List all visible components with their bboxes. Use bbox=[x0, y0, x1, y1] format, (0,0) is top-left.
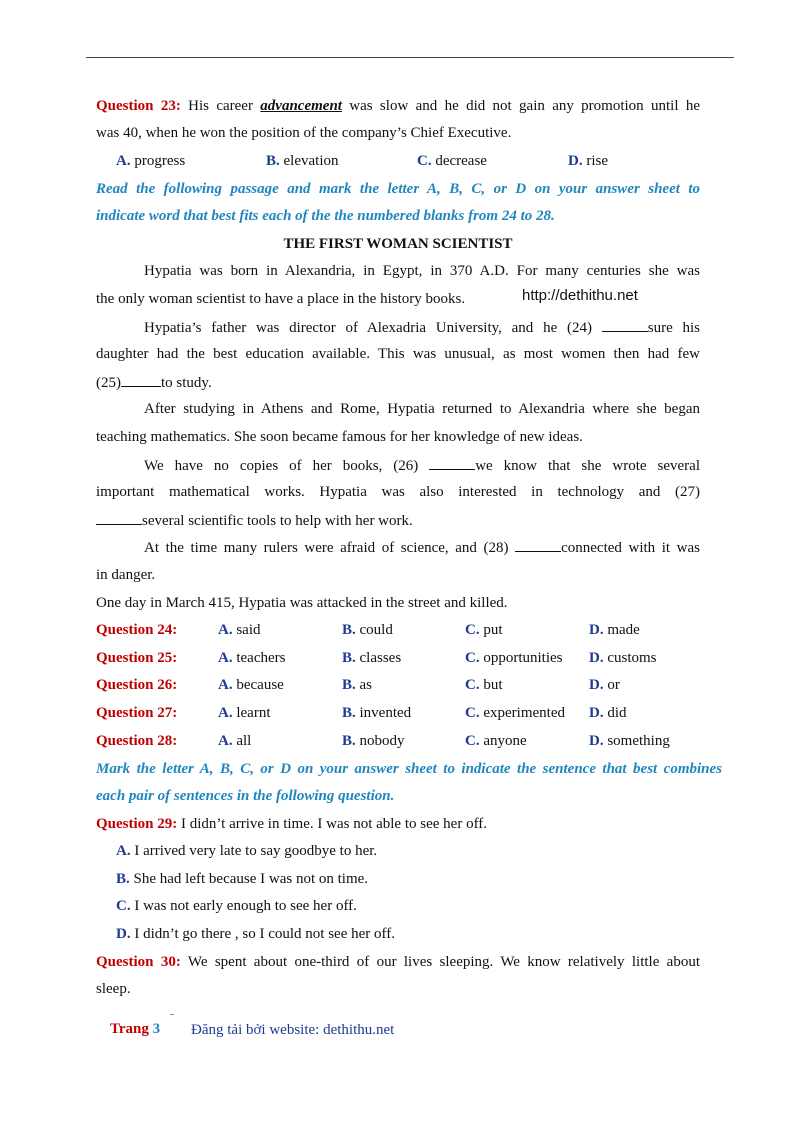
passage-text: several scientific tools to help with her work. bbox=[142, 513, 413, 529]
option-text: teachers bbox=[236, 650, 286, 666]
blank-28 bbox=[515, 537, 561, 552]
passage-p3-line1: After studying in Athens and Rome, Hypatia returned to Alexandria where she began bbox=[144, 401, 700, 417]
q28-option-d[interactable] bbox=[589, 731, 670, 751]
option-letter: A. bbox=[218, 622, 233, 638]
q26-option-d[interactable] bbox=[589, 675, 620, 695]
q23-option-c[interactable] bbox=[417, 151, 487, 171]
option-text: She had left because I was not on time. bbox=[133, 871, 369, 887]
blank-25 bbox=[121, 372, 161, 387]
passage-p2-line1 bbox=[96, 317, 700, 338]
option-text: said bbox=[236, 622, 261, 638]
passage-p1-line2: the only woman scientist to have a place in the history books. bbox=[96, 291, 466, 307]
option-text: customs bbox=[607, 650, 657, 666]
option-text: but bbox=[483, 677, 503, 693]
passage-p4-line2: important mathematical works. Hypatia was also interested in technology and (27) bbox=[96, 484, 700, 500]
watermark-url: http://dethithu.net bbox=[522, 287, 638, 304]
option-letter: C. bbox=[465, 677, 480, 693]
passage-text: (25) bbox=[96, 375, 121, 391]
option-letter: D. bbox=[589, 677, 604, 693]
option-text: decrease bbox=[435, 153, 487, 169]
question-28-label: Question 28: bbox=[96, 733, 178, 749]
option-letter: A. bbox=[116, 153, 131, 169]
q24-option-d[interactable] bbox=[589, 620, 640, 640]
option-text: rise bbox=[586, 153, 609, 169]
option-letter: D. bbox=[589, 733, 604, 749]
option-letter: C. bbox=[465, 705, 480, 721]
option-letter: A. bbox=[218, 705, 233, 721]
option-letter: D. bbox=[589, 622, 604, 638]
page-number-value: 3 bbox=[152, 1021, 161, 1037]
option-letter: B. bbox=[342, 733, 356, 749]
question-26-label: Question 26: bbox=[96, 677, 178, 693]
option-letter: B. bbox=[342, 622, 356, 638]
passage-p5-line1 bbox=[96, 537, 700, 558]
passage-p1-line1: Hypatia was born in Alexandria, in Egypt, in 370 A.D. For many centuries she was bbox=[144, 263, 700, 279]
q23-option-b[interactable] bbox=[266, 151, 339, 171]
blank-27 bbox=[96, 510, 142, 525]
question-23-line1 bbox=[96, 96, 700, 116]
q26-option-a[interactable] bbox=[218, 675, 284, 695]
question-29-label: Question 29: bbox=[96, 816, 178, 832]
option-text: as bbox=[359, 677, 373, 693]
q23-option-a[interactable] bbox=[116, 151, 185, 171]
option-text: made bbox=[607, 622, 640, 638]
question-23-label: Question 23: bbox=[96, 98, 181, 114]
q24-option-a[interactable] bbox=[218, 620, 261, 640]
q25-option-b[interactable] bbox=[342, 648, 401, 668]
option-text: could bbox=[359, 622, 393, 638]
q28-option-b[interactable] bbox=[342, 731, 405, 751]
instruction-2-line1: Mark the letter A, B, C, or D on your answer sheet to indicate the sentence that best combines bbox=[96, 761, 722, 777]
blank-26 bbox=[429, 455, 475, 470]
question-23-line2: was 40, when he won the position of the company’s Chief Executive. bbox=[96, 125, 512, 141]
option-text: I arrived very late to say goodbye to her. bbox=[134, 843, 378, 859]
question-30-text: We spent about one-third of our lives sleeping. We know relatively little about bbox=[187, 954, 700, 970]
q29-option-b[interactable] bbox=[116, 869, 368, 889]
passage-p2-line2: daughter had the best education available. This was unusual, as most women then had few bbox=[96, 346, 700, 362]
q26-option-b[interactable] bbox=[342, 675, 372, 695]
option-letter: C. bbox=[116, 898, 131, 914]
option-text: something bbox=[607, 733, 670, 749]
blank-24 bbox=[602, 317, 648, 332]
q27-option-a[interactable] bbox=[218, 703, 271, 723]
passage-p6-line1: One day in March 415, Hypatia was attacked in the street and killed. bbox=[96, 595, 508, 611]
question-24-label: Question 24: bbox=[96, 622, 178, 638]
q25-option-a[interactable] bbox=[218, 648, 285, 668]
option-letter: A. bbox=[218, 650, 233, 666]
q28-option-a[interactable] bbox=[218, 731, 251, 751]
q27-option-b[interactable] bbox=[342, 703, 411, 723]
option-letter: C. bbox=[465, 622, 480, 638]
page-number bbox=[110, 1021, 160, 1038]
underlined-word: advancement bbox=[260, 98, 342, 114]
q28-option-c[interactable] bbox=[465, 731, 527, 751]
option-letter: A. bbox=[218, 733, 233, 749]
instruction-1-line2: indicate word that best fits each of the the numbered blanks from 24 to 28. bbox=[96, 208, 555, 224]
footer-tick bbox=[170, 1014, 174, 1015]
option-text: classes bbox=[359, 650, 402, 666]
option-text: or bbox=[607, 677, 620, 693]
passage-text: to study. bbox=[161, 375, 212, 391]
option-letter: C. bbox=[465, 733, 480, 749]
option-text: I was not early enough to see her off. bbox=[134, 898, 357, 914]
page-word: Trang bbox=[110, 1021, 149, 1037]
option-letter: C. bbox=[465, 650, 480, 666]
question-30-label: Question 30: bbox=[96, 954, 181, 970]
option-letter: D. bbox=[589, 705, 604, 721]
option-text: I didn’t go there , so I could not see her off. bbox=[134, 926, 395, 942]
passage-p4-line1 bbox=[96, 455, 700, 476]
q27-option-d[interactable] bbox=[589, 703, 627, 723]
option-text: opportunities bbox=[483, 650, 563, 666]
option-letter: D. bbox=[116, 926, 131, 942]
q24-option-b[interactable] bbox=[342, 620, 393, 640]
passage-p4-line3 bbox=[96, 510, 700, 531]
q24-option-c[interactable] bbox=[465, 620, 503, 640]
question-30-line2: sleep. bbox=[96, 981, 131, 997]
q27-option-c[interactable] bbox=[465, 703, 565, 723]
option-text: anyone bbox=[483, 733, 527, 749]
option-letter: B. bbox=[342, 705, 356, 721]
passage-title: THE FIRST WOMAN SCIENTIST bbox=[283, 236, 513, 252]
q23-option-d[interactable] bbox=[568, 151, 608, 171]
option-letter: C. bbox=[417, 153, 432, 169]
option-text: learnt bbox=[236, 705, 271, 721]
question-29-stem bbox=[96, 814, 700, 834]
passage-text: connected with it was bbox=[561, 540, 701, 556]
option-letter: B. bbox=[116, 871, 130, 887]
option-letter: B. bbox=[342, 650, 356, 666]
question-30-stem bbox=[96, 952, 700, 972]
passage-text: we know that she wrote several bbox=[475, 458, 700, 474]
question-27-label: Question 27: bbox=[96, 705, 178, 721]
passage-p5-line2: in danger. bbox=[96, 567, 156, 583]
header-rule bbox=[86, 57, 734, 58]
passage-text: At the time many rulers were afraid of science, and (28) bbox=[144, 540, 509, 556]
q26-option-c[interactable] bbox=[465, 675, 503, 695]
option-letter: D. bbox=[589, 650, 604, 666]
passage-p3-line2: teaching mathematics. She soon became famous for her knowledge of new ideas. bbox=[96, 429, 583, 445]
option-letter: B. bbox=[342, 677, 356, 693]
q25-option-c[interactable] bbox=[465, 648, 563, 668]
option-letter: A. bbox=[116, 843, 131, 859]
footer-site-credit: Đăng tải bởi website: dethithu.net bbox=[191, 1022, 395, 1038]
option-text: progress bbox=[134, 153, 186, 169]
option-letter: D. bbox=[568, 153, 583, 169]
q29-option-c[interactable] bbox=[116, 896, 357, 916]
question-23-text-before: His career bbox=[188, 98, 261, 114]
option-letter: B. bbox=[266, 153, 280, 169]
q29-option-d[interactable] bbox=[116, 924, 395, 944]
passage-p2-line3 bbox=[96, 372, 700, 393]
passage-text: Hypatia’s father was director of Alexadria University, and he (24) bbox=[144, 320, 592, 336]
question-25-label: Question 25: bbox=[96, 650, 178, 666]
passage-text: sure his bbox=[647, 320, 701, 336]
q25-option-d[interactable] bbox=[589, 648, 657, 668]
option-text: put bbox=[483, 622, 503, 638]
option-text: did bbox=[607, 705, 627, 721]
question-29-text: I didn’t arrive in time. I was not able to see her off. bbox=[181, 816, 488, 832]
option-text: because bbox=[236, 677, 284, 693]
passage-text: We have no copies of her books, (26) bbox=[144, 458, 419, 474]
q29-option-a[interactable] bbox=[116, 841, 377, 861]
option-text: all bbox=[236, 733, 252, 749]
instruction-1-line1: Read the following passage and mark the letter A, B, C, or D on your answer sheet to bbox=[96, 181, 700, 197]
question-23-text-after: was slow and he did not gain any promotion until he bbox=[341, 98, 700, 114]
option-text: nobody bbox=[359, 733, 405, 749]
option-letter: A. bbox=[218, 677, 233, 693]
option-text: experimented bbox=[483, 705, 565, 721]
option-text: invented bbox=[359, 705, 412, 721]
option-text: elevation bbox=[283, 153, 339, 169]
instruction-2-line2: each pair of sentences in the following question. bbox=[96, 788, 395, 804]
